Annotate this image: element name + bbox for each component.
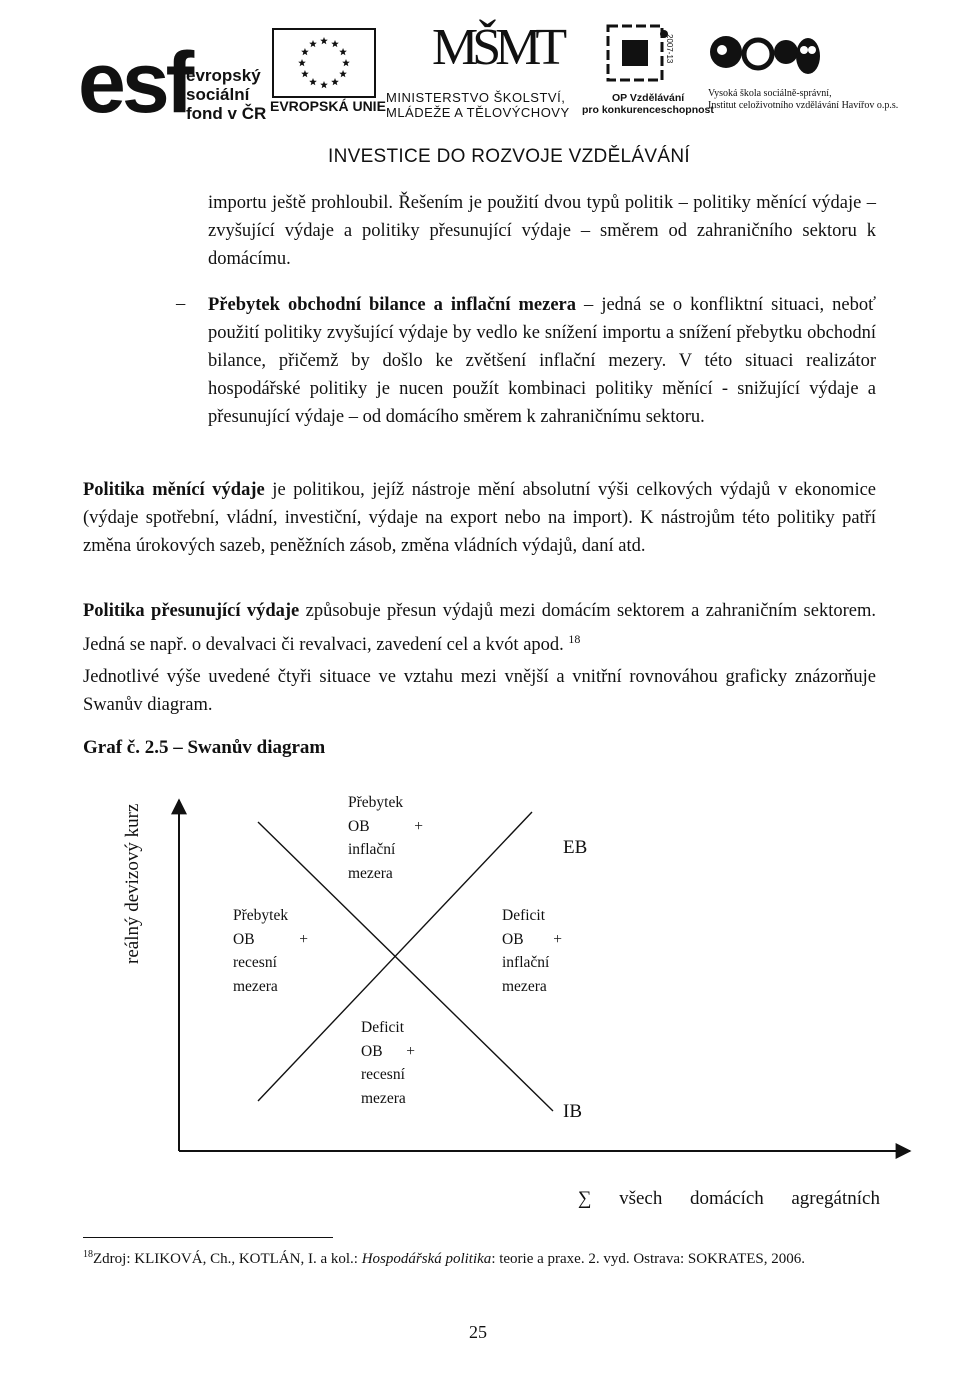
region-bottom-label: Deficit OB + recesní mezera xyxy=(361,1019,415,1107)
ib-label: IB xyxy=(563,1101,582,1122)
eu-star-icon xyxy=(339,70,347,77)
eu-logo xyxy=(270,26,386,118)
op-text: OP Vzdělávání pro konkurenceschopnost xyxy=(582,92,714,116)
swan-diagram: reálný devizový kurz EB IB Přebytek OB + inflační mezera Přebytek OB + recesní mezera Deficit OB + inflační mezera Deficit OB + recesní mezera ∑ všech domácích agregátních xyxy=(0,770,960,1220)
msmt-mark: MŠMT xyxy=(432,19,562,76)
eu-stars-icon xyxy=(274,30,374,96)
eu-star-icon xyxy=(309,78,317,85)
region-top-label: Přebytek OB + inflační mezera xyxy=(348,794,423,882)
page-number: 25 xyxy=(469,1322,487,1342)
eu-star-icon xyxy=(301,48,309,55)
x-axis-label: ∑ všech domácích agregátních xyxy=(578,1188,880,1209)
esf-logo-text: evropský sociální fond v ČR xyxy=(186,66,267,123)
bullet-dash: – xyxy=(176,294,186,314)
esf-logo xyxy=(78,26,268,131)
paragraph-surplus-inflation: Přebytek obchodní bilance a inflační mezera – jedná se o konfliktní situaci, neboť použití politiky zvyšující výdaje by vedlo ke snížení importu a snížení přebytku obchodní bilance, přičemž by došlo ke zvětšení inflační mezery. V této situaci realizátor hospodářské politiky je nucen použít kombinaci politiky měnící - snižující výdaje a přesunující výdaje – od domácího směrem k zahraničnímu sektoru. xyxy=(208,295,876,427)
footnote-ref[interactable]: 18 xyxy=(568,632,581,646)
vs-text: Vysoká škola sociálně-správní, Institut celoživotního vzdělávání Havířov o.p.s. xyxy=(708,88,899,111)
vs-logo xyxy=(708,32,918,118)
msmt-text: MINISTERSTVO ŠKOLSTVÍ, MLÁDEŽE A TĚLOVÝCHOVY xyxy=(386,90,570,120)
eu-star-icon xyxy=(320,37,328,44)
paragraph-expenditure-switching: Politika přesunující výdaje způsobuje přesun výdajů mezi domácím sektorem a zahraničním sektorem. Jedná se např. o devalvaci či revalvaci, zavedení cel a kvót apod. $^{18}$ xyxy=(83,601,876,656)
footnote-divider xyxy=(83,1237,333,1238)
swan-diagram-lines xyxy=(0,770,960,1220)
region-right-label: Deficit OB + inflační mezera xyxy=(502,907,562,995)
eu-star-icon xyxy=(331,40,339,47)
eu-star-icon xyxy=(331,78,339,85)
eu-star-icon xyxy=(309,40,317,47)
paragraph-expenditure-changing: Politika měnící výdaje je politikou, jejíž nástroje mění absolutní výši celkových výdajů v ekonomice (výdaje spotřební, vládní, investiční, výdaje na export nebo na import). K nástrojům této politiky patří změna úrokových sazeb, peněžních zásob, změna vládních výdajů, daní atd. xyxy=(83,480,877,556)
paragraph-continuation: importu ještě prohloubil. Řešením je použití dvou typů politik – politiky měnící výdaje – zvyšující výdaje a politiky přesunující výdaje – směrem od zahraničního sektoru k domácímu. xyxy=(208,193,876,269)
eu-star-icon xyxy=(342,59,350,66)
esf-logo-mark: esf xyxy=(78,35,191,131)
eb-label: EB xyxy=(563,837,588,858)
eu-label: EVROPSKÁ UNIE xyxy=(270,98,386,114)
eu-star-icon xyxy=(298,59,306,66)
op-logo xyxy=(582,24,714,120)
figure-caption: Graf č. 2.5 – Swanův diagram xyxy=(83,737,326,758)
eu-star-icon xyxy=(339,48,347,55)
paragraph-four-situations: Jednotlivé výše uvedené čtyři situace ve vztahu mezi vnější a vnitřní rovnováhou graficky znázorňuje Swanův diagram. xyxy=(83,667,876,715)
op-puzzle-icon xyxy=(606,24,670,84)
region-left-label: Přebytek OB + recesní mezera xyxy=(233,907,308,995)
owl-icon xyxy=(708,32,828,82)
eu-star-icon xyxy=(320,81,328,88)
investice-banner: INVESTICE DO ROZVOJE VZDĚLÁVÁNÍ xyxy=(328,146,690,167)
eu-star-icon xyxy=(301,70,309,77)
footnote: $^{18}$Zdroj: KLIKOVÁ, Ch., KOTLÁN, I. a kol.: Hospodářská politika: teorie a praxe. 2. vyd. Ostrava: SOKRATES, 2006. xyxy=(83,1249,806,1267)
op-years: 2007-13 xyxy=(665,34,674,64)
msmt-logo xyxy=(386,19,586,120)
eu-flag xyxy=(272,28,376,98)
